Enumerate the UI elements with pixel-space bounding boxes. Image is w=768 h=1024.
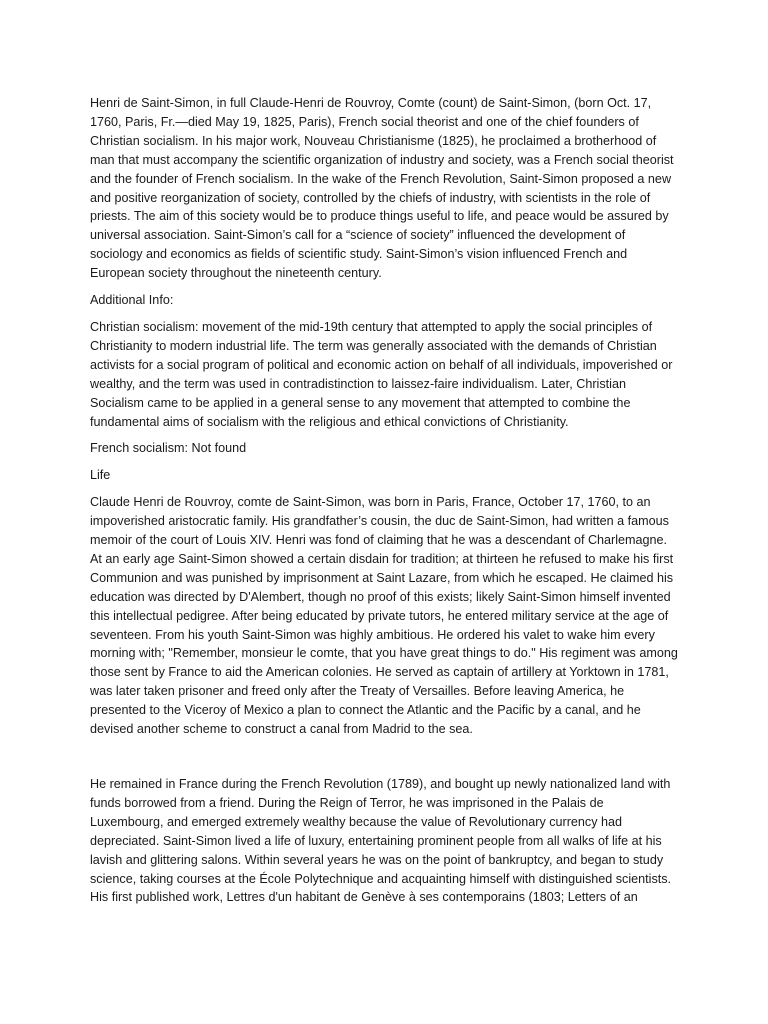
- additional-info-heading: Additional Info:: [90, 293, 174, 308]
- document-page: [90, 94, 678, 915]
- life-heading: Life: [90, 468, 111, 483]
- french-socialism-line: French socialism: Not found: [90, 441, 247, 456]
- intro-text: , (born Oct. 17, 1760, Paris, Fr.—died May 19, 1825, Paris), French social theorist and one of the chief founders of Christian socialism. In his major work, Nouveau Christianisme (1825), he proclaimed a brotherhood of man that must accompany the scientific organization of industry and society, was a French social theorist and the founder of French socialism. In the wake of the French Revolution, Saint-Simon proposed a new and positive reorganization of society, controlled by the chiefs of industry, with scientists in the role of priests. The aim of this society would be to produce things useful to life, and peace would be assured by universal association. Saint-Simon’s call for a “science of society” influenced the development of sociology and economics as fields of scientific study. Saint-Simon’s vision influenced French and European society throughout the nineteenth century.: [90, 96, 674, 281]
- life-paragraph-2: He remained in France during the French Revolution (1789), and bought up newly nationalized land with funds borrowed from a friend. During the Reign of Terror, he was imprisoned in the Palais de Luxembourg, and emerged extremely wealthy because the value of Revolutionary currency had depreciated. Saint-Simon lived a life of luxury, entertaining prominent people from all walks of life at his lavish and glittering salons. Within several years he was on the point of bankruptcy, and began to study science, taking courses at the École Polytechnique and acquainting himself with distinguished scientists. His first published work, Lettres d'un habitant de Genève à ses contemporains (1803; Letters of an: [90, 777, 672, 905]
- paragraph-gap: [90, 747, 678, 775]
- intro-separator: , in full: [209, 96, 250, 110]
- christian-socialism-paragraph: Christian socialism: movement of the mid-19th century that attempted to apply the social principles of Christianity to modern industrial life. The term was generally associated with the demands of Christian activists for a social program of political and economic action on behalf of all individuals, impoverished or wealthy, and the term was used in contradistinction to laissez-faire individualism. Later, Christian Socialism came to be applied in a general sense to any movement that attempted to combine the fundamental aims of socialism with the religious and ethical convictions of Christianity.: [90, 319, 673, 429]
- life-paragraph-1: Claude Henri de Rouvroy, comte de Saint-Simon, was born in Paris, France, October 17, 1760, to an impoverished aristocratic family. His grandfather’s cousin, the duc de Saint-Simon, had written a famous memoir of the court of Louis XIV. Henri was fond of claiming that he was a descendant of Charlemagne. At an early age Saint-Simon showed a certain disdain for tradition; at thirteen he refused to make his first Communion and was punished by imprisonment at Saint Lazare, from which he escaped. He claimed his education was directed by D'Alembert, though no proof of this exists; likely Saint-Simon himself invented this intellectual pedigree. After being educated by private tutors, he entered military service at the age of seventeen. From his youth Saint-Simon was highly ambitious. He ordered his valet to wake him every morning with; "Remember, monsieur le comte, that you have great things to do." His regiment was among those sent by France to aid the American colonies. He served as captain of artillery at Yorktown in 1781, was later taken prisoner and freed only after the Treaty of Versailles. Before leaving America, he presented to the Viceroy of Mexico a plan to connect the Atlantic and the Pacific by a canal, and he devised another scheme to construct a canal from Madrid to the sea.: [90, 495, 678, 737]
- subject-full-name: Claude-Henri de Rouvroy, Comte (count) de Saint-Simon: [249, 96, 568, 110]
- intro-paragraph: [90, 94, 678, 283]
- subject-name: Henri de Saint-Simon: [90, 96, 210, 110]
